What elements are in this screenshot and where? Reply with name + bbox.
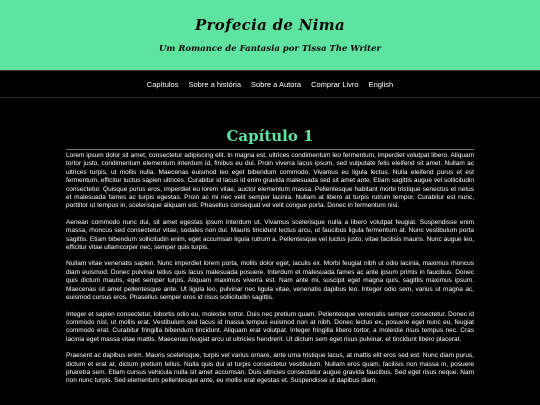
nav-item-english[interactable]: English [368, 79, 394, 89]
paragraph: Praesent ac dapibus enim. Mauris scelerisque, turpis vel varius ornare, ante urna tristique lacus, at mattis elit eros sed est. Nunc diam purus, dictum et erat at, dictum pretium tellus. Nulla quis dui at turpis consectetur vestibulum. Nullam eros quam, facilisis non massa in, posuere pharetra sem. Etiam cursus vehicula nulla sit amet accumsan. Duis ultricies consectetur augue gravida faucibus. Sed eget risus neque. Nam non nunc turpis. Sed elementum pellentesque ante, eu mollis erat egestas et. Suspendisse ut dapibus diam. [66, 352, 474, 385]
nav-item-about-author[interactable]: Sobre a Autora [251, 79, 302, 89]
chapter-title: Capítulo 1 [226, 127, 314, 145]
nav-item-buy-book[interactable]: Comprar Livro [311, 79, 359, 89]
chapter-content [66, 152, 474, 394]
site-header [0, 0, 540, 70]
site-subtitle: Um Romance de Fantasia por Tissa The Writer [158, 44, 381, 54]
site-title[interactable]: Profecia de Nima [194, 16, 345, 34]
nav-item-chapters[interactable]: Capítulos [146, 79, 179, 89]
nav-item-about-story[interactable]: Sobre a história [188, 79, 242, 89]
paragraph: Lorem ipsum dolor sit amet, consectetur adipiscing elit. In magna est, ultrices condimentum leo fermentum, imperdiet volutpat libero. Aliquam tortor justo, condimentum elementum interdum id, finibus eu dui. Proin viverra lacus ipsum, sed vulputate felis eleifend sit amet. Nullam ac ultrices turpis, ut mollis nulla. Maecenas euismod leo eget bibendum commodo. Vivamus eu ligula lectus. Nulla eleifend purus et est fermentum, efficitur luctus sapien ultrices. Curabitur id lacus id enim gravida malesuada sed sit amet ante. Etiam sagittis augue vel sollicitudin consectetur. Quisque purus eros, imperdiet eu lorem vitae, auctor elementum massa. Pellentesque habitant morbi tristique senectus et netus et malesuada fames ac turpis egestas. Proin ac mi nec velit semper lacinia. Nullam at libero at turpis rutrum tempor. Curabitur est nunc, porttitor ut tempus in, scelerisque aliquam est. Phasellus consequat vel velit congue porta. Donec in fermentum nisi. [66, 152, 474, 210]
main-nav [0, 71, 540, 97]
title-divider [66, 149, 474, 150]
paragraph: Nullam vitae venenatis sapien. Nunc imperdiet lorem porta, mollis dolor eget, iaculis ex. Morbi feugiat nibh ut odio lacinia, maximus rhoncus diam euismod. Donec pulvinar tellus quis lacus malesuada posuere. Interdum et malesuada fames ac ante ipsum primis in faucibus. Donec quis dictum mauris, eget semper turpis. Aliquam maximus viverra est. Nam ante mi, suscipit eget magna quis, sagittis maximus ipsum. Maecenas sit amet pellentesque ante. Ut ligula leo, pulvinar nec ligula vitae, venenatis dapibus leo. Integer odio sem, varius ut magna ac, euismod cursus eros. Phasellus semper eros id risus sollicitudin sagittis. [66, 260, 474, 302]
paragraph: Aenean commodo nunc dui, sit amet egestas ipsum interdum ut. Vivamus scelerisque nulla a libero volutpat feugiat. Suspendisse enim massa, rhoncus sed consectetur vitae, sodales non dui. Mauris tincidunt lectus arcu, ut faucibus ligula fermentum at. Nunc vestibulum porta sagittis. Etiam bibendum sollicitudin enim, eget accumsan ligula rutrum a. Pellentesque vel luctus justo, vitae facilisis mauris. Nunc augue leo, efficitur vitae ullamcorper nec, semper quis turpis. [66, 218, 474, 252]
nav-divider [0, 97, 540, 98]
paragraph: Integer et sapien consectetur, lobortis odio eu, molestie tortor. Duis nec pretium quam. Pellentesque venenatis semper consectetur. Donec id commodo nisl, ut mollis erat. Vestibulum sed lacus id massa tempus euismod non at nibh. Donec lectus ex, posuere eget nunc eu, feugiat commodo erat. Curabitur fringilla bibendum tincidunt. Aliquam erat volutpat. Integer fringilla libero tortor, a molestie risus tempus nec. Cras lacinia eget massa vitae mattis. Maecenas feugiat arcu ut ultricies hendrerit. Ut dictum sem eget risus pulvinar, et tincidunt libero placerat. [66, 310, 474, 343]
